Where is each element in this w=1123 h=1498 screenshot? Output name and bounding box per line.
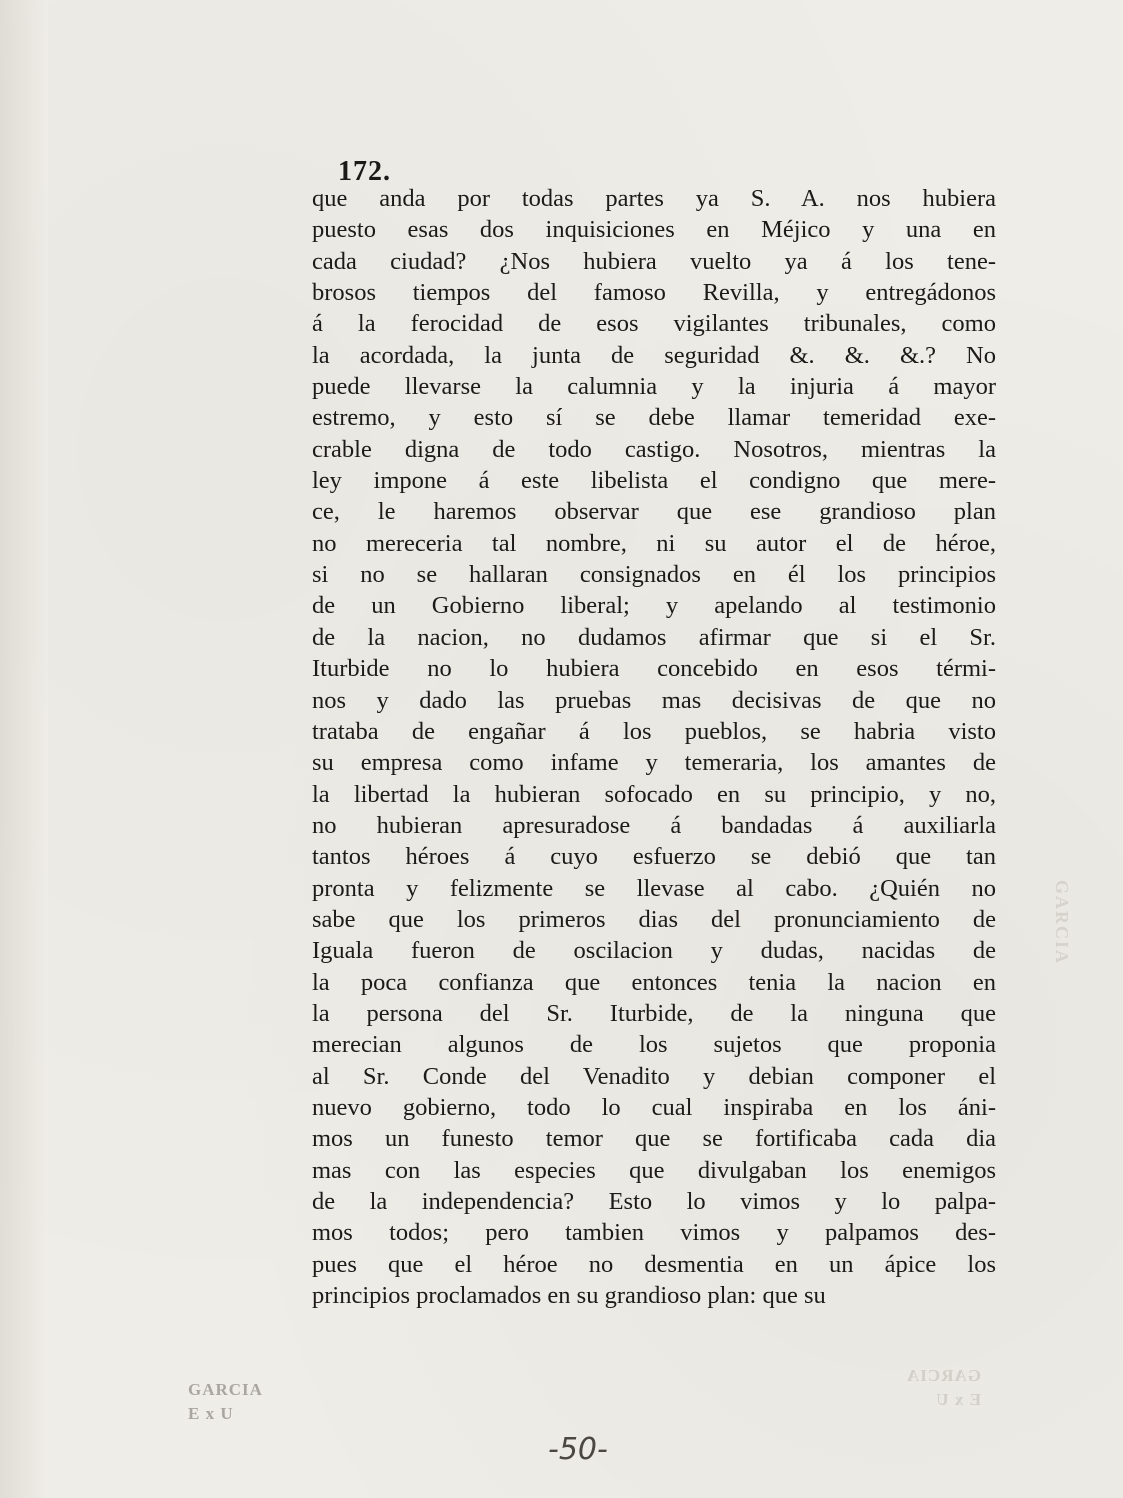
handwritten-folio: -50- bbox=[548, 1432, 608, 1467]
text-line: no hubieran apresuradose á bandadas á auxiliarla bbox=[312, 811, 996, 839]
text-line: tantos héroes á cuyo esfuerzo se debió que tan bbox=[312, 843, 996, 871]
text-line: si no se hallaran consignados en él los principios bbox=[312, 561, 996, 589]
text-line: puede llevarse la calumnia y la injuria á mayor bbox=[312, 373, 996, 401]
text-line: sabe que los primeros dias del pronunciamiento de bbox=[312, 905, 996, 933]
text-line: ce, le haremos observar que ese grandioso plan bbox=[312, 498, 996, 526]
text-line: la poca confianza que entonces tenia la nacion en bbox=[312, 968, 996, 996]
text-line: crable digna de todo castigo. Nosotros, mientras la bbox=[312, 435, 996, 463]
text-line: de la independencia? Esto lo vimos y lo palpa- bbox=[312, 1188, 996, 1215]
text-line: nos y dado las pruebas mas decisivas de que no bbox=[312, 686, 996, 714]
text-line: pues que el héroe no desmentia en un ápice los bbox=[312, 1250, 996, 1278]
body-text bbox=[312, 183, 996, 1311]
text-line: al Sr. Conde del Venadito y debian componer el bbox=[312, 1062, 996, 1090]
text-line: su empresa como infame y temeraria, los amantes de bbox=[312, 749, 996, 777]
page-number: 172. bbox=[338, 156, 391, 187]
text-line: puesto esas dos inquisiciones en Méjico y una en bbox=[312, 216, 996, 244]
text-line: estremo, y esto sí se debe llamar temeridad exe- bbox=[312, 404, 996, 432]
library-stamp-side-bleed: GARCIA bbox=[1052, 880, 1072, 966]
text-line: la libertad la hubieran sofocado en su principio, y no, bbox=[312, 780, 996, 808]
text-line: pronta y felizmente se llevase al cabo. ¿Quién no bbox=[312, 874, 996, 902]
text-line: mos todos; pero tambien vimos y palpamos des- bbox=[312, 1219, 996, 1247]
text-line: la persona del Sr. Iturbide, de la ninguna que bbox=[312, 999, 996, 1027]
text-line: no mereceria tal nombre, ni su autor el de héroe, bbox=[312, 529, 996, 557]
text-line: trataba de engañar á los pueblos, se habria visto bbox=[312, 717, 996, 745]
text-line: ley impone á este libelista el condigno que mere- bbox=[312, 467, 996, 495]
text-line: de la nacion, no dudamos afirmar que si el Sr. bbox=[312, 623, 996, 651]
text-line: nuevo gobierno, todo lo cual inspiraba en los áni- bbox=[312, 1093, 996, 1121]
stamp-line: GARCIA bbox=[906, 1366, 981, 1385]
text-line: brosos tiempos del famoso Revilla, y entregádonos bbox=[312, 279, 996, 307]
text-line: á la ferocidad de esos vigilantes tribunales, como bbox=[312, 310, 996, 338]
stamp-line: E x U bbox=[188, 1404, 234, 1423]
text-line: mos un funesto temor que se fortificaba cada dia bbox=[312, 1125, 996, 1153]
text-line: que anda por todas partes ya S. A. nos hubiera bbox=[312, 185, 996, 212]
stamp-line: GARCIA bbox=[188, 1380, 263, 1399]
text-line: la acordada, la junta de seguridad &. &. &.? No bbox=[312, 341, 996, 369]
text-line: Iguala fueron de oscilacion y dudas, nacidas de bbox=[312, 937, 996, 965]
text-line: de un Gobierno liberal; y apelando al testimonio bbox=[312, 592, 996, 620]
text-line: cada ciudad? ¿Nos hubiera vuelto ya á los tene- bbox=[312, 247, 996, 275]
stamp-line: E x U bbox=[935, 1390, 981, 1409]
text-line: principios proclamados en su grandioso plan: que su bbox=[312, 1282, 826, 1310]
text-line: merecian algunos de los sujetos que proponia bbox=[312, 1031, 996, 1059]
library-stamp-left bbox=[188, 1378, 263, 1426]
text-line: mas con las especies que divulgaban los enemigos bbox=[312, 1156, 996, 1184]
page-edge bbox=[0, 0, 48, 1498]
text-line: Iturbide no lo hubiera concebido en esos térmi- bbox=[312, 655, 996, 683]
library-stamp-right-bleed bbox=[906, 1364, 981, 1412]
